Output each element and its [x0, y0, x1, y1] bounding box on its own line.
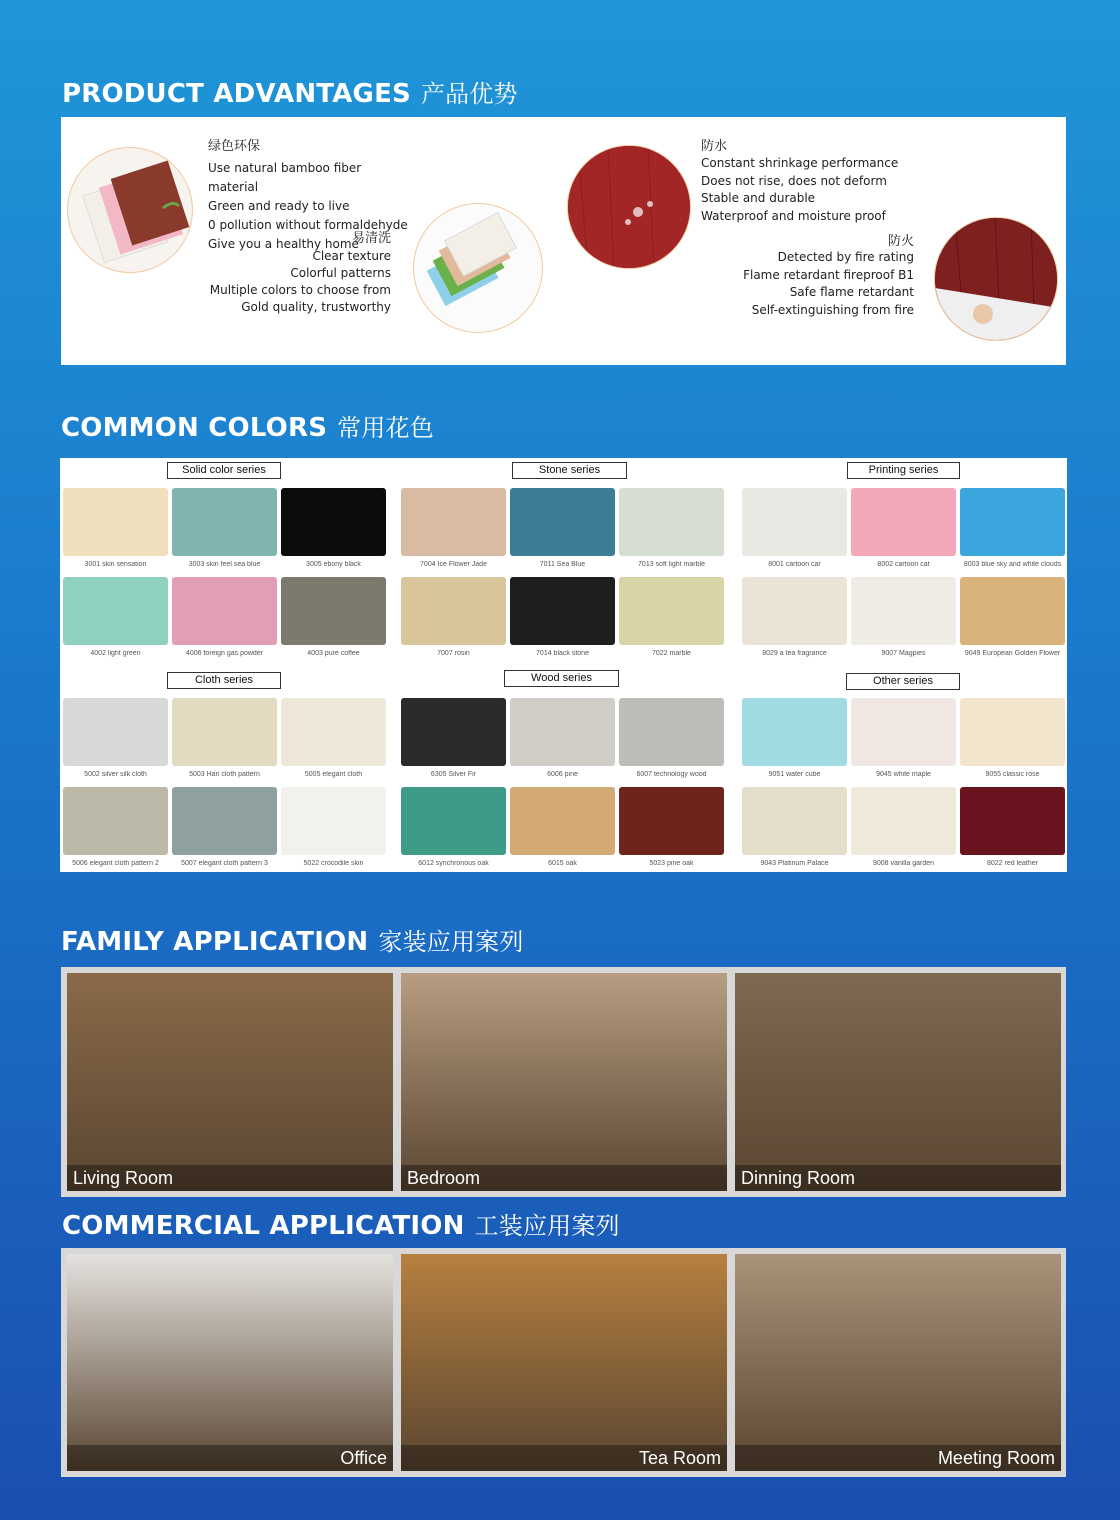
swatch-label: 4003 pure coffee	[307, 650, 360, 657]
photo-caption: Meeting Room	[735, 1445, 1061, 1471]
color-swatch	[172, 698, 277, 766]
section-title-colors	[61, 408, 434, 443]
advantage-fire	[701, 232, 914, 319]
advantages-panel	[61, 117, 1066, 365]
advantage-line: Colorful patterns	[290, 266, 391, 280]
color-swatch	[851, 577, 956, 645]
advantage-line: Does not rise, does not deform	[701, 173, 887, 188]
application-photo	[401, 1254, 727, 1471]
color-swatch	[401, 577, 506, 645]
advantage-line: Multiple colors to choose from	[209, 283, 391, 297]
commercial-panel	[61, 1248, 1066, 1477]
advantage-water	[701, 137, 911, 225]
swatch-label: 9008 vanilla garden	[872, 860, 935, 867]
color-swatch	[619, 698, 724, 766]
waterproof-image	[567, 145, 691, 269]
section-title-advantages	[62, 74, 518, 109]
photo-caption: Tea Room	[401, 1445, 727, 1471]
swatch-label: 6007 technology wood	[636, 771, 707, 778]
advantage-line: Stable and durable	[701, 191, 816, 205]
section-title-en: PRODUCT ADVANTAGES	[62, 79, 411, 109]
swatch-label: 5002 silver silk cloth	[84, 771, 147, 778]
color-swatch	[63, 577, 168, 645]
section-title-cn: 产品优势	[420, 80, 518, 108]
photo-caption: Office	[67, 1445, 393, 1471]
series-label-other: Other series	[846, 673, 960, 690]
color-swatch	[172, 577, 277, 645]
swatch-label: 7013 soft light marble	[638, 561, 705, 568]
photo-caption: Living Room	[67, 1165, 393, 1191]
family-panel	[61, 967, 1066, 1197]
swatch-label: 7011 Sea Blue	[539, 561, 586, 568]
series-label-cloth: Cloth series	[167, 672, 281, 689]
advantage-line: Flame retardant fireproof B1	[743, 267, 914, 282]
advantage-line: Self-extinguishing from fire	[751, 302, 914, 317]
fireproof-image	[934, 217, 1058, 341]
application-photo	[67, 973, 393, 1191]
advantage-line: 0 pollution without formaldehyde	[208, 218, 408, 232]
application-photo	[735, 1254, 1061, 1471]
swatch-label: 9007 Magpies	[881, 650, 926, 657]
swatch-label: 4006 foreign gas powder	[185, 650, 264, 657]
advantage-line: Give you a healthy home	[208, 237, 359, 251]
color-swatch	[172, 488, 277, 556]
swatch-label: 5007 elegant cloth pattern 3	[181, 860, 268, 867]
color-swatch	[172, 787, 277, 855]
application-photo	[401, 973, 727, 1191]
color-swatch	[63, 787, 168, 855]
swatch-label: 7007 rosin	[437, 650, 470, 657]
swatch-label: 7014 black stone	[536, 650, 589, 657]
swatch-label: 5023 pine oak	[649, 860, 694, 867]
swatch-label: 8001 cartoon car	[768, 561, 821, 568]
colors-panel	[60, 458, 1067, 872]
section-title-en: FAMILY APPLICATION	[61, 927, 369, 957]
bamboo-panel-image	[67, 147, 193, 273]
series-label-solid: Solid color series	[167, 462, 281, 479]
color-swatch	[510, 577, 615, 645]
swatch-label: 6305 Silver Fir	[430, 771, 477, 778]
color-swatch	[63, 698, 168, 766]
swatch-label: 6006 pine	[547, 771, 578, 778]
swatch-label: 7022 marble	[652, 650, 691, 657]
advantage-heading: 绿色环保	[208, 139, 261, 154]
swatch-label: 3005 ebony black	[306, 561, 361, 568]
color-swatch	[742, 488, 847, 556]
swatch-label: 8022 red leather	[987, 860, 1038, 867]
color-swatch	[401, 698, 506, 766]
advantage-heading: 防水	[701, 139, 728, 154]
color-swatch	[281, 577, 386, 645]
color-swatch	[510, 787, 615, 855]
swatch-label: 5003 Han cloth pattern	[189, 771, 260, 778]
swatch-label: 8003 blue sky and white clouds	[963, 561, 1062, 568]
photo-caption: Dinning Room	[735, 1165, 1061, 1191]
advantage-line: Gold quality, trustworthy	[241, 300, 391, 314]
color-swatch	[281, 488, 386, 556]
swatch-label: 8002 cartoon cat	[877, 561, 930, 568]
advantage-line: Use natural bamboo fiber material	[208, 161, 362, 194]
swatch-label: 9049 European Golden Flower	[964, 650, 1061, 657]
color-swatch	[510, 488, 615, 556]
application-photo	[67, 1254, 393, 1471]
swatch-label: 5005 elegant cloth	[304, 771, 363, 778]
color-swatch	[281, 787, 386, 855]
swatch-label: 5022 crocodile skin	[303, 860, 364, 867]
advantage-line: Detected by fire rating	[777, 250, 914, 264]
color-swatch	[401, 787, 506, 855]
series-label-printing: Printing series	[847, 462, 960, 479]
advantage-line: Clear texture	[312, 249, 391, 263]
advantage-clean	[191, 229, 391, 317]
color-swatch	[63, 488, 168, 556]
advantage-line: Constant shrinkage performance	[701, 156, 899, 170]
color-swatch	[960, 787, 1065, 855]
color-swatch	[742, 577, 847, 645]
swatch-label: 4002 light green	[90, 650, 141, 657]
section-title-cn: 家装应用案列	[378, 928, 524, 956]
advantage-heading: 防火	[887, 234, 914, 249]
color-swatch	[960, 698, 1065, 766]
color-swatch	[619, 577, 724, 645]
section-title-cn: 工装应用案列	[474, 1212, 620, 1240]
series-label-stone: Stone series	[512, 462, 627, 479]
color-swatch	[960, 577, 1065, 645]
swatch-label: 6015 oak	[548, 860, 577, 867]
swatch-label: 9055 classic rose	[985, 771, 1040, 778]
swatch-label: 3003 skin feel sea blue	[188, 561, 261, 568]
swatch-label: 6012 synchronous oak	[418, 860, 489, 867]
color-swatch	[851, 698, 956, 766]
color-swatch	[619, 787, 724, 855]
section-title-commercial	[62, 1206, 620, 1241]
swatch-label: 9045 white maple	[876, 771, 931, 778]
advantage-line: Safe flame retardant	[789, 285, 914, 299]
color-swatch	[401, 488, 506, 556]
color-swatch	[742, 787, 847, 855]
swatch-label: 8029 a tea fragrance	[762, 650, 827, 657]
advantage-line: Waterproof and moisture proof	[701, 208, 886, 223]
advantage-heading: 易清洗	[351, 231, 391, 246]
color-swatch	[619, 488, 724, 556]
color-swatch	[851, 787, 956, 855]
advantage-line: Green and ready to live	[208, 199, 350, 213]
swatch-label: 5006 elegant cloth pattern 2	[72, 860, 159, 867]
swatch-label: 9043 Platinum Palace	[760, 860, 829, 867]
photo-caption: Bedroom	[401, 1165, 727, 1191]
application-photo	[735, 973, 1061, 1191]
section-title-family	[61, 922, 524, 957]
section-title-en: COMMERCIAL APPLICATION	[62, 1211, 465, 1241]
series-label-wood: Wood series	[504, 670, 619, 687]
color-swatch	[960, 488, 1065, 556]
colorful-sheets-image	[413, 203, 543, 333]
color-swatch	[742, 698, 847, 766]
swatch-label: 7004 Ice Flower Jade	[420, 561, 487, 568]
color-swatch	[510, 698, 615, 766]
color-swatch	[281, 698, 386, 766]
swatch-label: 9051 water cube	[768, 771, 821, 778]
swatch-label: 3001 skin sensation	[84, 561, 147, 568]
section-title-en: COMMON COLORS	[61, 413, 328, 443]
color-swatch	[851, 488, 956, 556]
section-title-cn: 常用花色	[337, 414, 434, 442]
